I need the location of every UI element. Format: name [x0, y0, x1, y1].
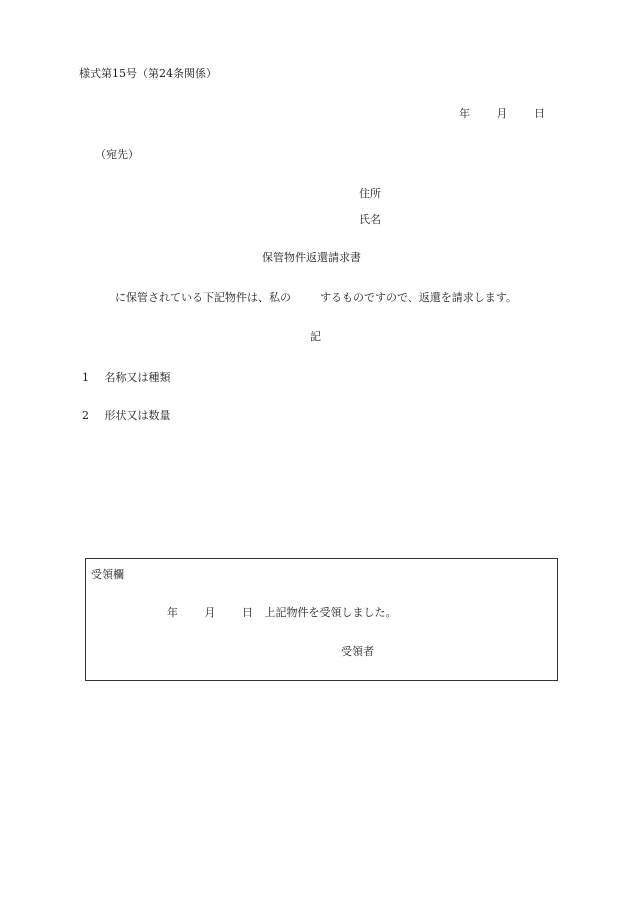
date-year-label: 年 [459, 107, 470, 120]
addressee: （宛先） [95, 148, 139, 161]
item-row [82, 371, 171, 385]
receipt-date-line [167, 606, 397, 620]
receiver-label: 受領者 [341, 645, 374, 658]
ki-heading: 記 [310, 330, 321, 343]
item-number: 2 [82, 409, 89, 422]
date-line [459, 107, 545, 121]
date-month-label: 月 [496, 107, 508, 120]
applicant-address-label: 住所 [359, 187, 381, 200]
receipt-day-label: 日 [242, 606, 253, 619]
receipt-box [85, 558, 558, 681]
applicant-name-label: 氏名 [359, 213, 381, 226]
item-label: 名称又は種類 [104, 371, 171, 384]
item-label: 形状又は数量 [104, 409, 171, 422]
body-text-part2: するものですので、返還を請求します。 [320, 291, 517, 304]
body-text-part1: に保管されている下記物件は、私の [115, 291, 291, 304]
form-label: 様式第15号（第24条関係） [79, 67, 217, 80]
receipt-month-label: 月 [204, 606, 216, 619]
date-day-label: 日 [534, 107, 545, 120]
receipt-heading: 受領欄 [91, 568, 124, 581]
item-number: 1 [82, 371, 89, 384]
item-row [82, 409, 171, 423]
body-text [115, 291, 517, 305]
receipt-year-label: 年 [167, 606, 178, 619]
document-title: 保管物件返還請求書 [262, 251, 361, 264]
receipt-statement: 上記物件を受領しました。 [264, 606, 397, 619]
